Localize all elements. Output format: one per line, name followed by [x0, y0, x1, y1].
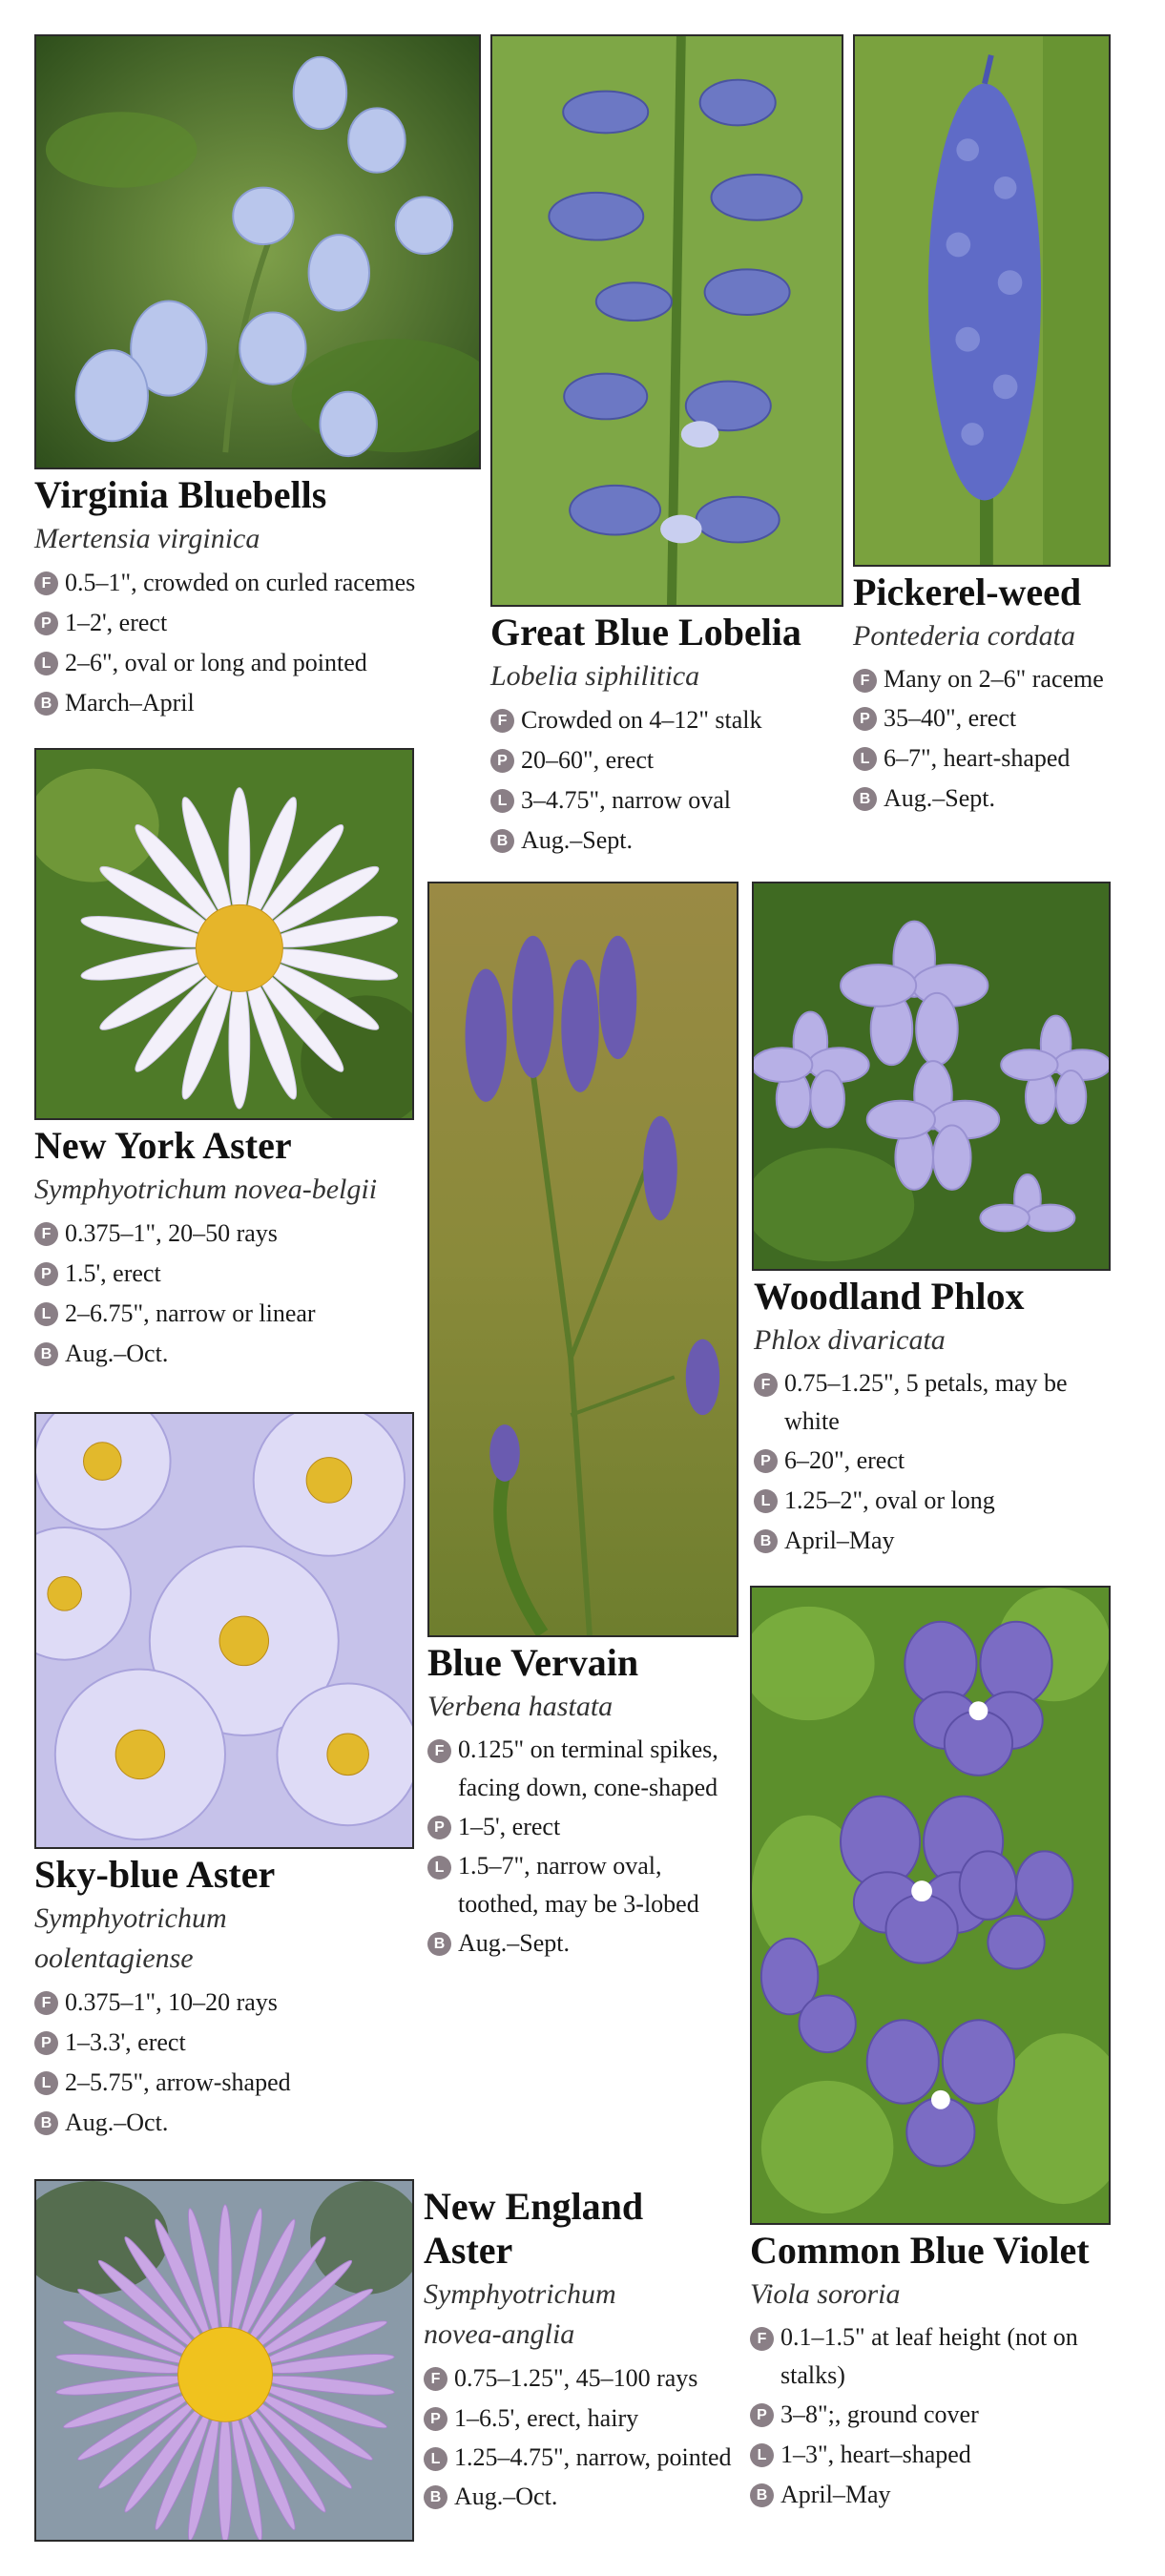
plant-text: 6–20", erect	[784, 1446, 905, 1474]
virginia-bluebells-photo	[34, 34, 481, 469]
leaf-row	[424, 2439, 739, 2477]
plant-badge-icon: P	[750, 2403, 774, 2427]
plant-text: 1–2', erect	[65, 609, 168, 636]
flower-text: 0.75–1.25", 45–100 rays	[454, 2364, 698, 2392]
leaf-row	[34, 643, 483, 683]
leaf-row	[34, 2063, 416, 2103]
bloom-text: Aug.–Sept.	[884, 784, 995, 812]
plant-row	[34, 2023, 416, 2063]
bloom-badge-icon: B	[34, 692, 58, 716]
common-blue-violet-photo	[750, 1586, 1111, 2225]
plant-badge-icon: P	[34, 1262, 58, 1286]
flower-badge-icon: F	[34, 1222, 58, 1246]
leaf-row	[490, 780, 843, 821]
card-sky-blue-aster	[34, 1853, 416, 2143]
leaf-badge-icon: L	[34, 652, 58, 675]
new-england-aster-photo	[34, 2179, 414, 2542]
flower-row	[427, 1731, 742, 1807]
flower-badge-icon: F	[34, 571, 58, 595]
leaf-text: 2–5.75", arrow-shaped	[65, 2068, 291, 2096]
plant-row	[34, 1254, 416, 1294]
flower-text: 0.75–1.25", 5 petals, may be white	[784, 1369, 1068, 1435]
card-pickerel-weed	[853, 571, 1120, 819]
species-name: Pickerel-weed	[853, 571, 1082, 613]
plant-row	[750, 2395, 1122, 2435]
plant-row	[424, 2399, 739, 2439]
bloom-badge-icon: B	[853, 787, 877, 811]
scientific-name: Mertensia virginica	[34, 523, 260, 554]
plant-badge-icon: P	[34, 612, 58, 635]
bloom-text: Aug.–Oct.	[65, 1340, 169, 1367]
flower-text: 0.375–1", 20–50 rays	[65, 1219, 278, 1247]
flower-text: 0.125" on terminal spikes, facing down, cone-shaped	[458, 1735, 718, 1801]
flower-row	[34, 1983, 416, 2023]
leaf-text: 3–4.75", narrow oval	[521, 786, 732, 814]
scientific-name: Symphyotrichum novea-anglia	[424, 2278, 616, 2350]
leaf-row	[34, 1294, 416, 1334]
scientific-name: Viola sororia	[750, 2278, 901, 2310]
new-york-aster-photo	[34, 748, 414, 1120]
scientific-name: Symphyotrichum novea-belgii	[34, 1174, 378, 1205]
leaf-text: 1.25–4.75", narrow, pointed	[454, 2443, 732, 2471]
leaf-row	[427, 1847, 742, 1923]
leaf-text: 1.25–2", oval or long	[784, 1486, 995, 1514]
species-name: New England Aster	[424, 2185, 644, 2272]
bloom-badge-icon: B	[34, 1342, 58, 1366]
species-name: Common Blue Violet	[750, 2229, 1090, 2272]
plant-badge-icon: P	[754, 1449, 778, 1473]
bloom-text: Aug.–Sept.	[458, 1929, 570, 1957]
bloom-badge-icon: B	[424, 2485, 447, 2509]
scientific-name: Verbena hastata	[427, 1691, 614, 1722]
card-blue-vervain	[427, 1641, 742, 1963]
bloom-badge-icon: B	[750, 2483, 774, 2507]
leaf-badge-icon: L	[750, 2443, 774, 2467]
bloom-badge-icon: B	[754, 1529, 778, 1553]
plant-row	[427, 1807, 742, 1847]
pickerel-weed-photo	[853, 34, 1111, 567]
flower-badge-icon: F	[490, 709, 514, 733]
leaf-text: 2–6.75", narrow or linear	[65, 1299, 316, 1327]
great-blue-lobelia-photo	[490, 34, 843, 607]
species-name: Great Blue Lobelia	[490, 611, 801, 654]
plant-badge-icon: P	[424, 2407, 447, 2431]
species-name: Sky-blue Aster	[34, 1853, 276, 1896]
plant-text: 1.5', erect	[65, 1259, 161, 1287]
plant-badge-icon: P	[427, 1816, 451, 1839]
plant-text: 35–40", erect	[884, 704, 1017, 732]
bloom-text: April–May	[784, 1527, 895, 1554]
leaf-badge-icon: L	[424, 2447, 447, 2471]
bloom-text: Aug.–Oct.	[65, 2109, 169, 2136]
leaf-badge-icon: L	[34, 2071, 58, 2095]
flower-text: Many on 2–6" raceme	[884, 665, 1104, 693]
bloom-badge-icon: B	[34, 2111, 58, 2135]
bloom-row	[754, 1521, 1116, 1561]
bloom-text: April–May	[780, 2481, 891, 2508]
flower-text: 0.5–1", crowded on curled racemes	[65, 569, 416, 596]
scientific-name: Symphyotrichum oolentagiense	[34, 1902, 227, 1974]
flower-row	[750, 2318, 1122, 2395]
scientific-name: Phlox divaricata	[754, 1324, 946, 1356]
blue-vervain-photo	[427, 882, 739, 1637]
flower-row	[34, 1214, 416, 1254]
bloom-row	[427, 1923, 742, 1963]
leaf-badge-icon: L	[853, 747, 877, 771]
bloom-row	[34, 2103, 416, 2143]
bloom-row	[853, 779, 1120, 819]
leaf-text: 2–6", oval or long and pointed	[65, 649, 367, 676]
flower-text: 0.375–1", 10–20 rays	[65, 1988, 278, 2016]
leaf-badge-icon: L	[754, 1489, 778, 1513]
flower-badge-icon: F	[427, 1739, 451, 1763]
flower-badge-icon: F	[853, 669, 877, 693]
leaf-row	[853, 738, 1120, 779]
bloom-row	[750, 2475, 1122, 2515]
flower-row	[34, 563, 483, 603]
flower-text: Crowded on 4–12" stalk	[521, 706, 762, 734]
plant-row	[490, 740, 843, 780]
flower-badge-icon: F	[34, 1991, 58, 2015]
card-new-england-aster	[424, 2185, 739, 2517]
plant-badge-icon: P	[34, 2031, 58, 2055]
species-name: Virginia Bluebells	[34, 473, 327, 516]
species-name: Blue Vervain	[427, 1641, 639, 1684]
plant-text: 1–3.3', erect	[65, 2028, 186, 2056]
bloom-row	[490, 821, 843, 861]
card-new-york-aster	[34, 1124, 416, 1374]
plant-badge-icon: P	[853, 707, 877, 731]
plant-badge-icon: P	[490, 749, 514, 773]
flower-row	[424, 2358, 739, 2399]
woodland-phlox-photo	[752, 882, 1111, 1271]
flower-badge-icon: F	[424, 2367, 447, 2391]
sky-blue-aster-photo	[34, 1412, 414, 1849]
bloom-text: Aug.–Oct.	[454, 2483, 558, 2510]
flower-row	[490, 700, 843, 740]
scientific-name: Lobelia siphilitica	[490, 660, 700, 692]
bloom-row	[424, 2477, 739, 2517]
plant-text: 1–6.5', erect, hairy	[454, 2404, 639, 2432]
scientific-name: Pontederia cordata	[853, 620, 1076, 652]
leaf-text: 1.5–7", narrow oval, toothed, may be 3-lobed	[458, 1852, 699, 1918]
leaf-text: 6–7", heart-shaped	[884, 744, 1071, 772]
leaf-text: 1–3", heart–shaped	[780, 2441, 971, 2468]
species-name: Woodland Phlox	[754, 1275, 1025, 1318]
card-great-blue-lobelia	[490, 611, 843, 861]
bloom-row	[34, 683, 483, 723]
bloom-badge-icon: B	[490, 829, 514, 853]
leaf-row	[750, 2435, 1122, 2475]
bloom-row	[34, 1334, 416, 1374]
bloom-text: March–April	[65, 689, 195, 717]
flower-row	[754, 1364, 1116, 1441]
leaf-badge-icon: L	[34, 1302, 58, 1326]
flower-text: 0.1–1.5" at leaf height (not on stalks)	[780, 2323, 1078, 2389]
flower-row	[853, 660, 1120, 698]
species-name: New York Aster	[34, 1124, 292, 1167]
plant-row	[853, 698, 1120, 738]
card-woodland-phlox	[754, 1275, 1116, 1561]
card-common-blue-violet	[750, 2229, 1122, 2515]
plant-text: 1–5', erect	[458, 1813, 561, 1840]
plant-text: 20–60", erect	[521, 746, 655, 774]
plant-row	[754, 1441, 1116, 1481]
flower-badge-icon: F	[754, 1373, 778, 1397]
bloom-badge-icon: B	[427, 1932, 451, 1956]
plant-row	[34, 603, 483, 643]
leaf-badge-icon: L	[427, 1856, 451, 1880]
card-virginia-bluebells	[34, 473, 483, 723]
leaf-row	[754, 1481, 1116, 1521]
leaf-badge-icon: L	[490, 789, 514, 813]
bloom-text: Aug.–Sept.	[521, 826, 633, 854]
flower-badge-icon: F	[750, 2327, 774, 2351]
plant-text: 3–8";, ground cover	[780, 2400, 979, 2428]
